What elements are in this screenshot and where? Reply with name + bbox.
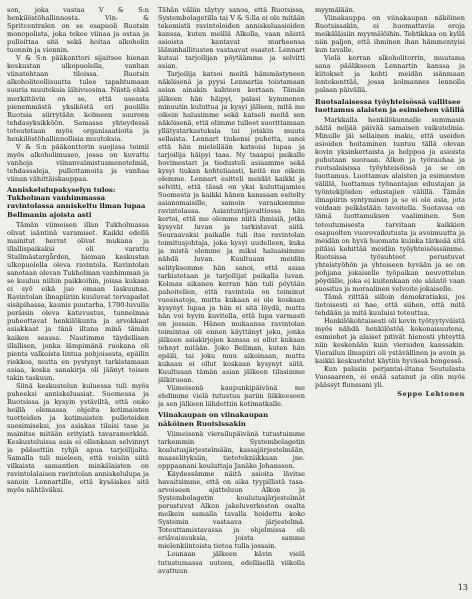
- body-paragraph: son, joka vastaa V & S:n henkilöstöhallinnosta. Vin- & Spritcentralen on se osapuoli Ruotsin monopolista, joka tekee viinaa ja ostaa ja pulloittaa sitä sekä hoitaa alkoholin tuonnin ja viennin.: [7, 6, 149, 55]
- body-paragraph: Siinä keskustelun kuluessa tuli myös puheeksi anniskeluasiat. Suomessa ja Ruotsissa ja kysyin ystäviltä, että onko heillä olemassa ohjeita kotimaisten tuotteiden ja kotimaisten pulloteiden suosimiseksi, jos asiakas tilaisi tase ja mainitse mitään erityistä tavaramerkkiä. Keskusteluissa asia ei ollenkaan selvinnyt ja pääsettiin tyhjä apua tarjoilijalta. Samalla tuli mieleen, että voisiin siitä vilkaista samantien minkälaisten on ravintolalaisen ravintolan anniskelulupa ja sanoin Lennartille, että kysäiskes sitä myös nähtäväksi.: [7, 381, 149, 495]
- author-signature: Seppo Lehtonen: [397, 389, 465, 398]
- body-paragraph: V & S:n pääkonttori sijaitsee hienan keskustan ulkopuolella, vanhan viinatehtaan tiloissa. Ruotsin alkoholiteollisuutta tulee tapahtumaan suuria muutoksia lähivuosina. Niistä ehkä merkittävin on se, että useasta pienemmästä yksiköstä eri puolilla Ruotsia siirrytään kolmeen suureen tehdasyksikköön. Samassa yhteydessä toteutetaan myös organisaatioita ja henkilöstöhallinnollisia muutoksia.: [7, 54, 149, 143]
- body-paragraph: Kun palasin perjantai-iltana Seutulasta Vuosaareen, ei enää satanut ja olin myös päässyt flunssani yli.: [315, 365, 465, 390]
- text-column-2: [158, 6, 305, 594]
- body-paragraph: Markkalla henkilökunnalle summasin näitä neljää päivää samaisen vaikutelmia. Minulle jäi sellainen maku, että useiden asioiden hoitaminen tuntuu tällä olevan kovin yksinkertaista ja helppoa ja asioista puhutaan suoraan. Alkon ja työrauhaa ja ruotsalaisissa työyhteisöissä ja se on luottamus. Luottamus alaisten ja esimiesten välillä, luottamus työnantajan edustajan ja työntekijöiden edustajien välillä. Tämän ilmapiirin syntyminen ja se ei ole asia, jota voidaan pelkästään tavoitella. Suotavaa on tämä luottamuksen vaaliminen. Sen toteutumisesta tarvitaan kaikkien osapuolten vuorovaikutusta ja avoimuutta ja meidän on hyvä huomata kuinka tärkeää sitä pitäisi kehittää meidän työyhteisöissämme. Ruotsissa työsuhteet perustuvat yhteistyöhön ja yhteiseen hyvään ja se on pohjana jokaiselle työpaikan neuvottelun pöydälle, joka ei kuitenkaan ole sääntö vaan suositus ja moraalinen velvoite jokaiselle.: [315, 115, 465, 293]
- section-heading: Ruotsalaisessa työyhteisössä vallitsee luottamus alaisten ja esimiehen välillä: [315, 97, 465, 114]
- body-paragraph: Viinakauppa on viinakaupan näköinen Ruotsissakin, ei huomattavia eroja meikäläisiin myymälöihin. Tehtikkaa on kyllä niin paljon, että ihminen ihan hämmentyisi kun tavalle.: [315, 14, 465, 55]
- text-column-3: [315, 6, 465, 591]
- body-paragraph: Tähän väliin täytyy sanoa, että Ruotsissa, Systembolagetilla tai V & S:lla ei ole mitään tekemistä ravintoloiden anniskeluasioiden kanssa, kuten meillä Alkolla, vaan näistä asioista kantavat murheensa lääninhallitusten vastaavat osastot. Lennart kutsui tarjoilijan pöytäämme ja selvitti asian.: [158, 6, 305, 71]
- body-paragraph: Henkilökohtaisesti oli kovin työtyytyväistä myös nähdä henkilöstöä kokonaisuutena, esimiehet ja alaiset pitivät hienosti yhteyttä niin keskenään kuin vieraiden kanssakin. Vierailun ilmapiiri oli ystävällinen ja avoin ja kaikki keskustelut käytiin hyvässä hengessä.: [315, 317, 465, 366]
- section-heading: Anniskelulupakyselyn tulos: Tukholman vanhimmassa ravintolassa anniskeltu ilman lupaa Bellmanin ajoista asti: [7, 186, 146, 219]
- body-paragraph: V & S:n pääkonttorin suojissa toimii myös alkoholimuseo, jossa on kuvattu vanhoja viinanvalmistusmenetelmiä, tehdassaleja, pullottamoita ja vanhaa viinan vähittäiskauppaa.: [7, 142, 149, 183]
- body-paragraph: Käydessämme näitä asioita lävitse havaitsimme, että on aika tyypillistä tasa-arvoiseen ajatteluun Alkon ja Systembolagetin koulutusjärjestelmät perustuvat Alkon jakeluverkoston osalta melkein samalla tavalla hoidettu koko Systemin vastaava järjestelmä. Toteuttamistavassa ja ohjelmissa oli eriävaisuuksia, joista samme mielenkiintoista tietoa tulla jossain.: [158, 469, 305, 551]
- text-column-1: [7, 6, 149, 594]
- body-paragraph: Viimeisenä vierailupäivänä tutustuimme tarkemmin Systembolagetin koulutusjärjestelmään, kassajärjestelmään, maaselityksiin, tietotekniikkaan jne. opppaanani kouluttaja Janäke Johansson.: [158, 429, 305, 470]
- body-paragraph: Tämä riittää silloin demokratiaksi, jos tietoisesti ei hae, että siihen, että mitä tehdään ja mitä kuuluisi toteuttaa.: [315, 292, 465, 318]
- section-heading: Viinakaupan on viinakaupan näköinen Ruotsissakin: [158, 411, 269, 428]
- body-paragraph: Viimeisenä kaupunkipäivänä me ehdimme vielä tutustua pariin liikkeeseen ja sen jälkeen lähdettiin kotimatkalle.: [158, 384, 305, 409]
- body-paragraph: Vielä kerran alkoholitorrin, muutama sana päälikseen Lennartin kanssa ja kiitokset ja kohti meidän isänmaan lentokenttää, jossa kolmannes lennolla palaan päivällä.: [315, 54, 465, 95]
- body-paragraph: Lounaan jälkeen kävin vielä tutustumassa uuteen, edellisellä viikolla avattuun: [158, 550, 305, 575]
- body-paragraph: myymälään.: [315, 6, 355, 14]
- body-paragraph: Tämän viimeisen illan Tukholmassa olivat isäntinä varamiset. Kaikki edellä mainitut herrat olivat mukana ja illallispaikaksi oli varattu Stallmästargården, hieman keskustan ulkopuolella oleva ravintola. Ravintolan sanotaan olevan Tukholman vanhimman ja se kuuluu niihin paikkoihin, joissa kukaan ei syö eikä juo omaan laskuunsa. Ravintolan ilmapiiriin kuuluvat tervapadat sisäpihassa, kaunis puutarha, 1700-luvulla peräisin oleva katuvustus, tunnelmaa puheottavat henkilökunta ja arvokkaat asiakkaat ja tänä iltana minä tämän kaiken seassa. Nautimme täydellisen illallisen, jonka lämpimänä ruokana oli pienta valkoista lintua pohjoisesta, epäilin riekkoa, mutta en pystynyt tarkistamaan asiaa, koska sanakirja oli jäänyt toisen takin taskuun.: [7, 220, 149, 382]
- page-number: 13: [457, 583, 468, 592]
- body-paragraph: Tarjoilija katsoi meitä hämmästyneen näköisenä ja pyysi Lennartia toistamaan asian ainakin kahteen kertaan. Tämän jälkeen hän häipyi, palasi kymmenen minuutin kuluttua ja kysyi jälleen, mitä me oikein halusimme sekä katseli meitä sen näköisenä, että olimme tulleet suorittamaan yllätystarkastuksia tai jotakin muuta sellaista. Lennart tiukensi puhetta, sanoi että hän mielellään katsoisi lupaa ja tarjoilija häipyi taas. Ny tsaapui paikalle hovimestari ja tiedusteli asiaamme sekä kysyi tiukan kohteliaasti, keitä me oikein olemme. Lennart esitteli meidät kaikki ja selvitti, että tässä on yksi kuluttajamies Suomesta ja kaikki hänen kanssaan esitelty asianomaisille, samoin varauksemme ravintolassa. Asiantuntijavaltiossa hän kertoi, että me olemme niitä ihmisiä, jotka kysyvät luvan ja tarkistavat siitä. Seuraavaksi paikalle tuli itse ravintolan toimitusjohtaja, joka kysyi uudelleen, kuka ja mistä olemme ja miksi haluaisimme nähdä luvan. Kuultuaan meidän selityksemme hän sanoi, että asiaa tarkistetaan ja tarjoilijat paikalla luvan. Kolmas aikanen kerran hän tuli pöytään pahoitellen, että ravintola on toiminut vuosisatoja, mutta kukaan ei ole koskaan kysynyt lupaa ja hän ei sitä löydä, mutta hän voi hyvin kuvitella, että lupa varmasti on jossain. Hänen mukaansa ravintolan toimintaa oli ennen käyttänyt joku, jonka jälkeen asiakirjojen kanssa ei ollut kukaan tehnyt mitään. Joko Bellman, kuten hän epäili, tai joku muu aikoinaan, mutta kukaan ei ollut koskaan kysynyt siitä. Kuultuaan tämän asian jälkeen tilasimme jälkiruoan.: [158, 70, 305, 385]
